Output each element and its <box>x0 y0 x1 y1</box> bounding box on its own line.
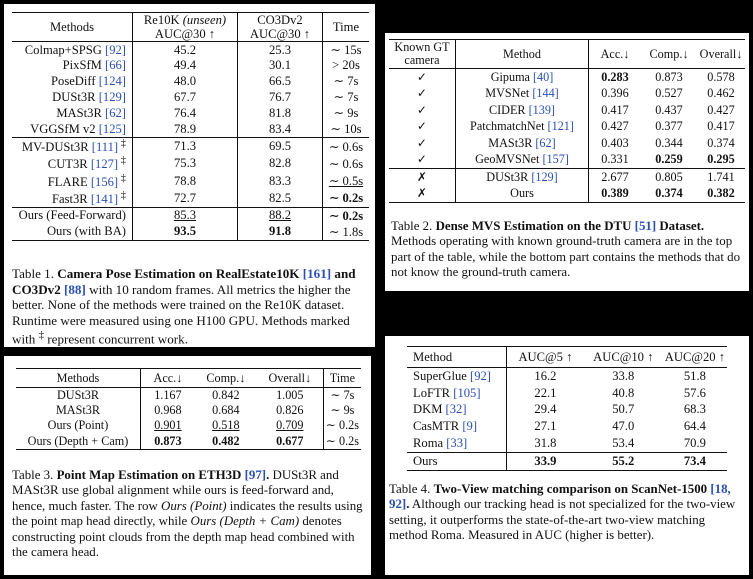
re10k-auc: 78.9 <box>133 121 238 138</box>
cross-icon: ✗ <box>389 186 456 203</box>
table-row <box>407 452 727 470</box>
table-row <box>389 135 745 152</box>
comp-value: 0.518 <box>212 418 240 433</box>
citation[interactable]: [127] <box>90 157 119 172</box>
method-name: Ours (Point) <box>16 418 140 433</box>
header-methods: Methods <box>12 13 133 42</box>
co3d-auc: 82.8 <box>238 155 323 172</box>
method-name: VGGSfM v2 [125] <box>12 121 133 138</box>
header-overall: Overall↓ <box>257 369 323 388</box>
header-known-camera: Known GT camera <box>389 40 456 69</box>
method-name: Fast3R [141] ‡ <box>12 190 133 208</box>
citation[interactable]: [144] <box>532 86 559 101</box>
method-name: Ours <box>407 452 507 470</box>
check-icon: ✓ <box>389 69 456 86</box>
runtime: ∼ 0.2s <box>325 418 359 433</box>
method-name: GeoMVSNet [157] <box>456 152 589 169</box>
co3d-auc: 83.3 <box>238 173 323 190</box>
check-icon: ✓ <box>389 135 456 152</box>
comp-value: 0.873 <box>655 69 683 84</box>
table-row <box>12 89 369 105</box>
re10k-auc: 76.4 <box>133 105 238 121</box>
co3d-auc: 83.4 <box>238 121 323 138</box>
method-name: PixSfM [66] <box>12 58 133 73</box>
method-name: Colmap+SPSG [92] <box>12 42 133 59</box>
header-acc: Acc.↓ <box>589 40 642 69</box>
header-re10k: Re10K (unseen) AUC@30 ↑ <box>133 13 238 42</box>
re10k-auc: 93.5 <box>133 224 238 241</box>
table4-panel <box>385 336 749 575</box>
co3d-auc: 82.5 <box>238 190 323 208</box>
co3d-auc: 66.5 <box>238 73 323 89</box>
method-name: SuperGlue [92] <box>407 368 507 385</box>
citation[interactable]: [157] <box>542 152 569 167</box>
auc20-value: 68.3 <box>683 402 706 417</box>
citation[interactable]: [32] <box>445 402 467 417</box>
header-time: Time <box>323 369 361 388</box>
auc10-value: 55.2 <box>584 452 663 470</box>
re10k-auc: 78.8 <box>133 173 238 190</box>
citation[interactable]: [66] <box>105 58 126 73</box>
re10k-auc: 71.3 <box>133 138 238 156</box>
header-comp: Comp.↓ <box>641 40 697 69</box>
method-name: Gipuma [40] <box>456 69 589 86</box>
table-row <box>12 73 369 89</box>
runtime: ∼ 7s <box>333 74 359 89</box>
co3d-auc: 69.5 <box>238 138 323 156</box>
citation[interactable]: [40] <box>533 69 554 84</box>
method-name: Ours (Depth + Cam) <box>16 434 140 450</box>
method-name: MV-DUSt3R [111] ‡ <box>12 138 133 156</box>
runtime: ∼ 9s <box>333 106 359 121</box>
method-name: Roma [33] <box>407 435 507 452</box>
citation[interactable]: [62] <box>535 135 556 150</box>
citation[interactable]: [129] <box>531 169 558 184</box>
runtime: ∼ 7s <box>333 90 359 105</box>
acc-value: 0.283 <box>601 69 629 84</box>
citation[interactable]: [92] <box>105 42 126 57</box>
runtime: ∼ 10s <box>330 122 362 137</box>
table-header-row <box>12 13 369 42</box>
table-row <box>389 169 745 186</box>
header-acc: Acc.↓ <box>140 369 194 388</box>
header-method: Method <box>407 347 507 368</box>
dense-mvs-table <box>389 39 745 203</box>
auc5-value: 29.4 <box>534 402 557 417</box>
re10k-auc: 49.4 <box>133 58 238 73</box>
comp-value: 0.259 <box>655 152 683 167</box>
table-row <box>407 385 727 402</box>
citation[interactable]: [125] <box>98 121 126 136</box>
re10k-auc: 72.7 <box>133 190 238 208</box>
method-name: MASt3R <box>16 403 140 418</box>
re10k-auc: 75.3 <box>133 155 238 172</box>
acc-value: 1.167 <box>154 388 182 403</box>
citation[interactable]: [9] <box>462 419 478 434</box>
table-row <box>407 368 727 385</box>
check-icon: ✓ <box>389 102 456 119</box>
overall-value: 1.005 <box>257 388 323 404</box>
header-methods: Methods <box>16 369 140 388</box>
acc-value: 0.873 <box>140 434 194 450</box>
table-row <box>389 69 745 86</box>
header-auc5: AUC@5 ↑ <box>507 347 584 368</box>
co3d-auc: 91.8 <box>238 224 323 241</box>
auc20-value: 70.9 <box>683 436 706 451</box>
overall-value: 0.826 <box>257 403 323 418</box>
table1-panel <box>4 4 375 347</box>
table-row <box>389 102 745 119</box>
auc5-value: 33.9 <box>507 452 584 470</box>
method-name: Ours <box>456 186 589 203</box>
table-row <box>389 186 745 203</box>
table-row <box>12 58 369 73</box>
table-row <box>12 190 369 208</box>
table-row <box>389 86 745 103</box>
auc10-value: 40.8 <box>612 385 635 400</box>
method-name: MASt3R [62] <box>456 135 589 152</box>
citation[interactable]: [156] <box>90 174 119 189</box>
point-map-table-body <box>16 388 361 450</box>
citation[interactable]: [124] <box>98 73 126 88</box>
method-name: CasMTR [9] <box>407 418 507 435</box>
table-header-row <box>407 347 727 368</box>
header-auc10: AUC@10 ↑ <box>584 347 663 368</box>
comp-value: 0.842 <box>212 388 240 403</box>
comp-value: 0.684 <box>212 403 240 418</box>
table3-panel <box>4 356 371 575</box>
method-name: MVSNet [144] <box>456 86 589 103</box>
header-method: Method <box>456 40 589 69</box>
method-name: PatchmatchNet [121] <box>456 119 589 136</box>
co3d-auc: 88.2 <box>238 207 323 224</box>
auc10-value: 50.7 <box>612 402 635 417</box>
overall-value: 0.709 <box>257 418 323 433</box>
method-name: Ours (Feed-Forward) <box>12 207 133 224</box>
table-row <box>12 138 369 156</box>
overall-value: 0.295 <box>707 152 735 167</box>
runtime: > 20s <box>332 58 360 73</box>
method-name: FLARE [156] ‡ <box>12 173 133 190</box>
point-map-table <box>16 368 361 450</box>
auc5-value: 16.2 <box>534 368 557 383</box>
cross-icon: ✗ <box>389 169 456 186</box>
header-time: Time <box>323 13 370 42</box>
table-row <box>12 155 369 172</box>
acc-value: 2.677 <box>589 169 642 186</box>
citation[interactable]: [105] <box>453 385 481 400</box>
method-name: DKM [32] <box>407 402 507 419</box>
citation[interactable]: [121] <box>547 119 574 134</box>
auc10-value: 33.8 <box>612 368 635 383</box>
auc5-value: 22.1 <box>534 385 557 400</box>
method-name: Ours (with BA) <box>12 224 133 241</box>
runtime: ∼ 0.6s <box>328 156 364 171</box>
runtime: ∼ 0.2s <box>328 191 364 206</box>
citation[interactable]: [111] <box>91 140 119 155</box>
comp-value: 0.482 <box>195 434 257 450</box>
table-row <box>16 403 361 418</box>
overall-value: 1.741 <box>697 169 745 186</box>
co3d-auc: 25.3 <box>238 42 323 59</box>
acc-value: 0.403 <box>601 135 629 150</box>
citation[interactable]: [129] <box>98 89 126 104</box>
two-view-matching-table-body <box>407 368 727 471</box>
overall-value: 0.578 <box>707 69 735 84</box>
check-icon: ✓ <box>389 152 456 169</box>
co3d-auc: 30.1 <box>238 58 323 73</box>
overall-value: 0.677 <box>257 434 323 450</box>
re10k-auc: 67.7 <box>133 89 238 105</box>
auc5-value: 27.1 <box>534 419 557 434</box>
header-co3d: CO3Dv2 AUC@30 ↑ <box>238 13 323 42</box>
table-header-row <box>389 40 745 69</box>
header-comp: Comp.↓ <box>195 369 257 388</box>
auc20-value: 64.4 <box>683 419 706 434</box>
auc10-value: 53.4 <box>612 436 635 451</box>
method-name: CUT3R [127] ‡ <box>12 155 133 172</box>
method-name: PoseDiff [124] <box>12 73 133 89</box>
table-row <box>389 119 745 136</box>
table-row <box>407 435 727 452</box>
runtime: ∼ 0.2s <box>323 207 370 224</box>
table-row <box>407 402 727 419</box>
table-row <box>16 434 361 450</box>
re10k-auc: 48.0 <box>133 73 238 89</box>
table-header-row <box>16 369 361 388</box>
citation[interactable]: [62] <box>105 105 126 120</box>
co3d-auc: 76.7 <box>238 89 323 105</box>
acc-value: 0.901 <box>154 418 182 433</box>
acc-value: 0.396 <box>601 86 629 101</box>
runtime: ∼ 0.2s <box>323 434 361 450</box>
comp-value: 0.805 <box>641 169 697 186</box>
header-overall: Overall↓ <box>697 40 745 69</box>
runtime: ∼ 0.5s <box>328 174 364 189</box>
runtime: ∼ 9s <box>330 403 355 418</box>
re10k-auc: 85.3 <box>133 207 238 224</box>
header-auc20: AUC@20 ↑ <box>663 347 727 368</box>
table4-caption: Table 4. Two-View matching comparison on ScanNet-1500 [18, 92]. Although our tracking head is not specialized for the two-view setting, it outperforms the state-of-the-art two-view matching method Roma. Measured in AUC (higher is better). <box>389 482 736 543</box>
citation[interactable]: [141] <box>90 191 119 206</box>
table-row <box>12 105 369 121</box>
acc-value: 0.968 <box>154 403 182 418</box>
auc20-value: 57.6 <box>683 385 706 400</box>
camera-pose-table-body <box>12 42 369 241</box>
table-row <box>16 418 361 433</box>
comp-value: 0.344 <box>655 135 683 150</box>
comp-value: 0.527 <box>655 86 683 101</box>
camera-pose-table <box>12 12 369 241</box>
table2-panel <box>385 33 749 291</box>
acc-value: 0.389 <box>589 186 642 203</box>
overall-value: 0.374 <box>707 135 735 150</box>
overall-value: 0.462 <box>707 86 735 101</box>
co3d-auc: 81.8 <box>238 105 323 121</box>
auc10-value: 47.0 <box>612 419 635 434</box>
method-name: LoFTR [105] <box>407 385 507 402</box>
runtime: ∼ 1.8s <box>323 224 370 241</box>
table-row <box>12 121 369 138</box>
citation[interactable]: [33] <box>446 436 468 451</box>
table-row <box>407 418 727 435</box>
table-row <box>16 388 361 404</box>
table3-caption: Table 3. Point Map Estimation on ETH3D [97]. DUSt3R and MASt3R use global alignment while ours is feed-forward and, hence, much faster. The row Ours (Point) indicates the results using the point map head directly, while Ours (Depth + Cam) denotes constructing point clouds from the depth map head combined with the camera head. <box>12 468 363 560</box>
two-view-matching-table <box>407 346 727 471</box>
acc-value: 0.427 <box>601 119 629 134</box>
acc-value: 0.331 <box>601 152 629 167</box>
runtime: ∼ 15s <box>330 43 362 57</box>
method-name: MASt3R [62] <box>12 105 133 121</box>
auc20-value: 51.8 <box>683 368 706 383</box>
method-name: DUSt3R <box>16 388 140 404</box>
comp-value: 0.377 <box>655 119 683 134</box>
acc-value: 0.417 <box>601 102 629 117</box>
method-name: DUSt3R [129] <box>456 169 589 186</box>
table-row <box>12 173 369 190</box>
method-name: DUSt3R [129] <box>12 89 133 105</box>
table-row <box>12 224 369 241</box>
auc20-value: 73.4 <box>663 452 727 470</box>
auc5-value: 31.8 <box>534 436 557 451</box>
dense-mvs-table-body <box>389 69 745 203</box>
comp-value: 0.374 <box>641 186 697 203</box>
table1-caption: Table 1. Camera Pose Estimation on RealEstate10K [161] and CO3Dv2 [88] with 10 random frames. All metrics the higher the better. None of the methods were trained on the Re10K dataset. Runtime were measured using one H100 GPU. Methods marked with ‡ represent concurrent work. <box>12 266 356 347</box>
citation[interactable]: [92] <box>470 368 491 383</box>
table2-caption: Table 2. Dense MVS Estimation on the DTU [51] Dataset. Methods operating with known ground-truth camera are in the top part of the table, while the bottom part contains the methods that do not know the ground-truth camera. <box>391 219 741 280</box>
comp-value: 0.437 <box>655 102 683 117</box>
overall-value: 0.417 <box>707 119 735 134</box>
overall-value: 0.427 <box>707 102 735 117</box>
method-name: CIDER [139] <box>456 102 589 119</box>
runtime: ∼ 7s <box>330 388 355 403</box>
table-row <box>12 207 369 224</box>
overall-value: 0.382 <box>697 186 745 203</box>
table-row <box>12 42 369 59</box>
table-row <box>389 152 745 169</box>
citation[interactable]: [139] <box>528 102 555 117</box>
check-icon: ✓ <box>389 119 456 136</box>
runtime: ∼ 0.6s <box>323 138 370 156</box>
check-icon: ✓ <box>389 86 456 103</box>
re10k-auc: 45.2 <box>133 42 238 59</box>
